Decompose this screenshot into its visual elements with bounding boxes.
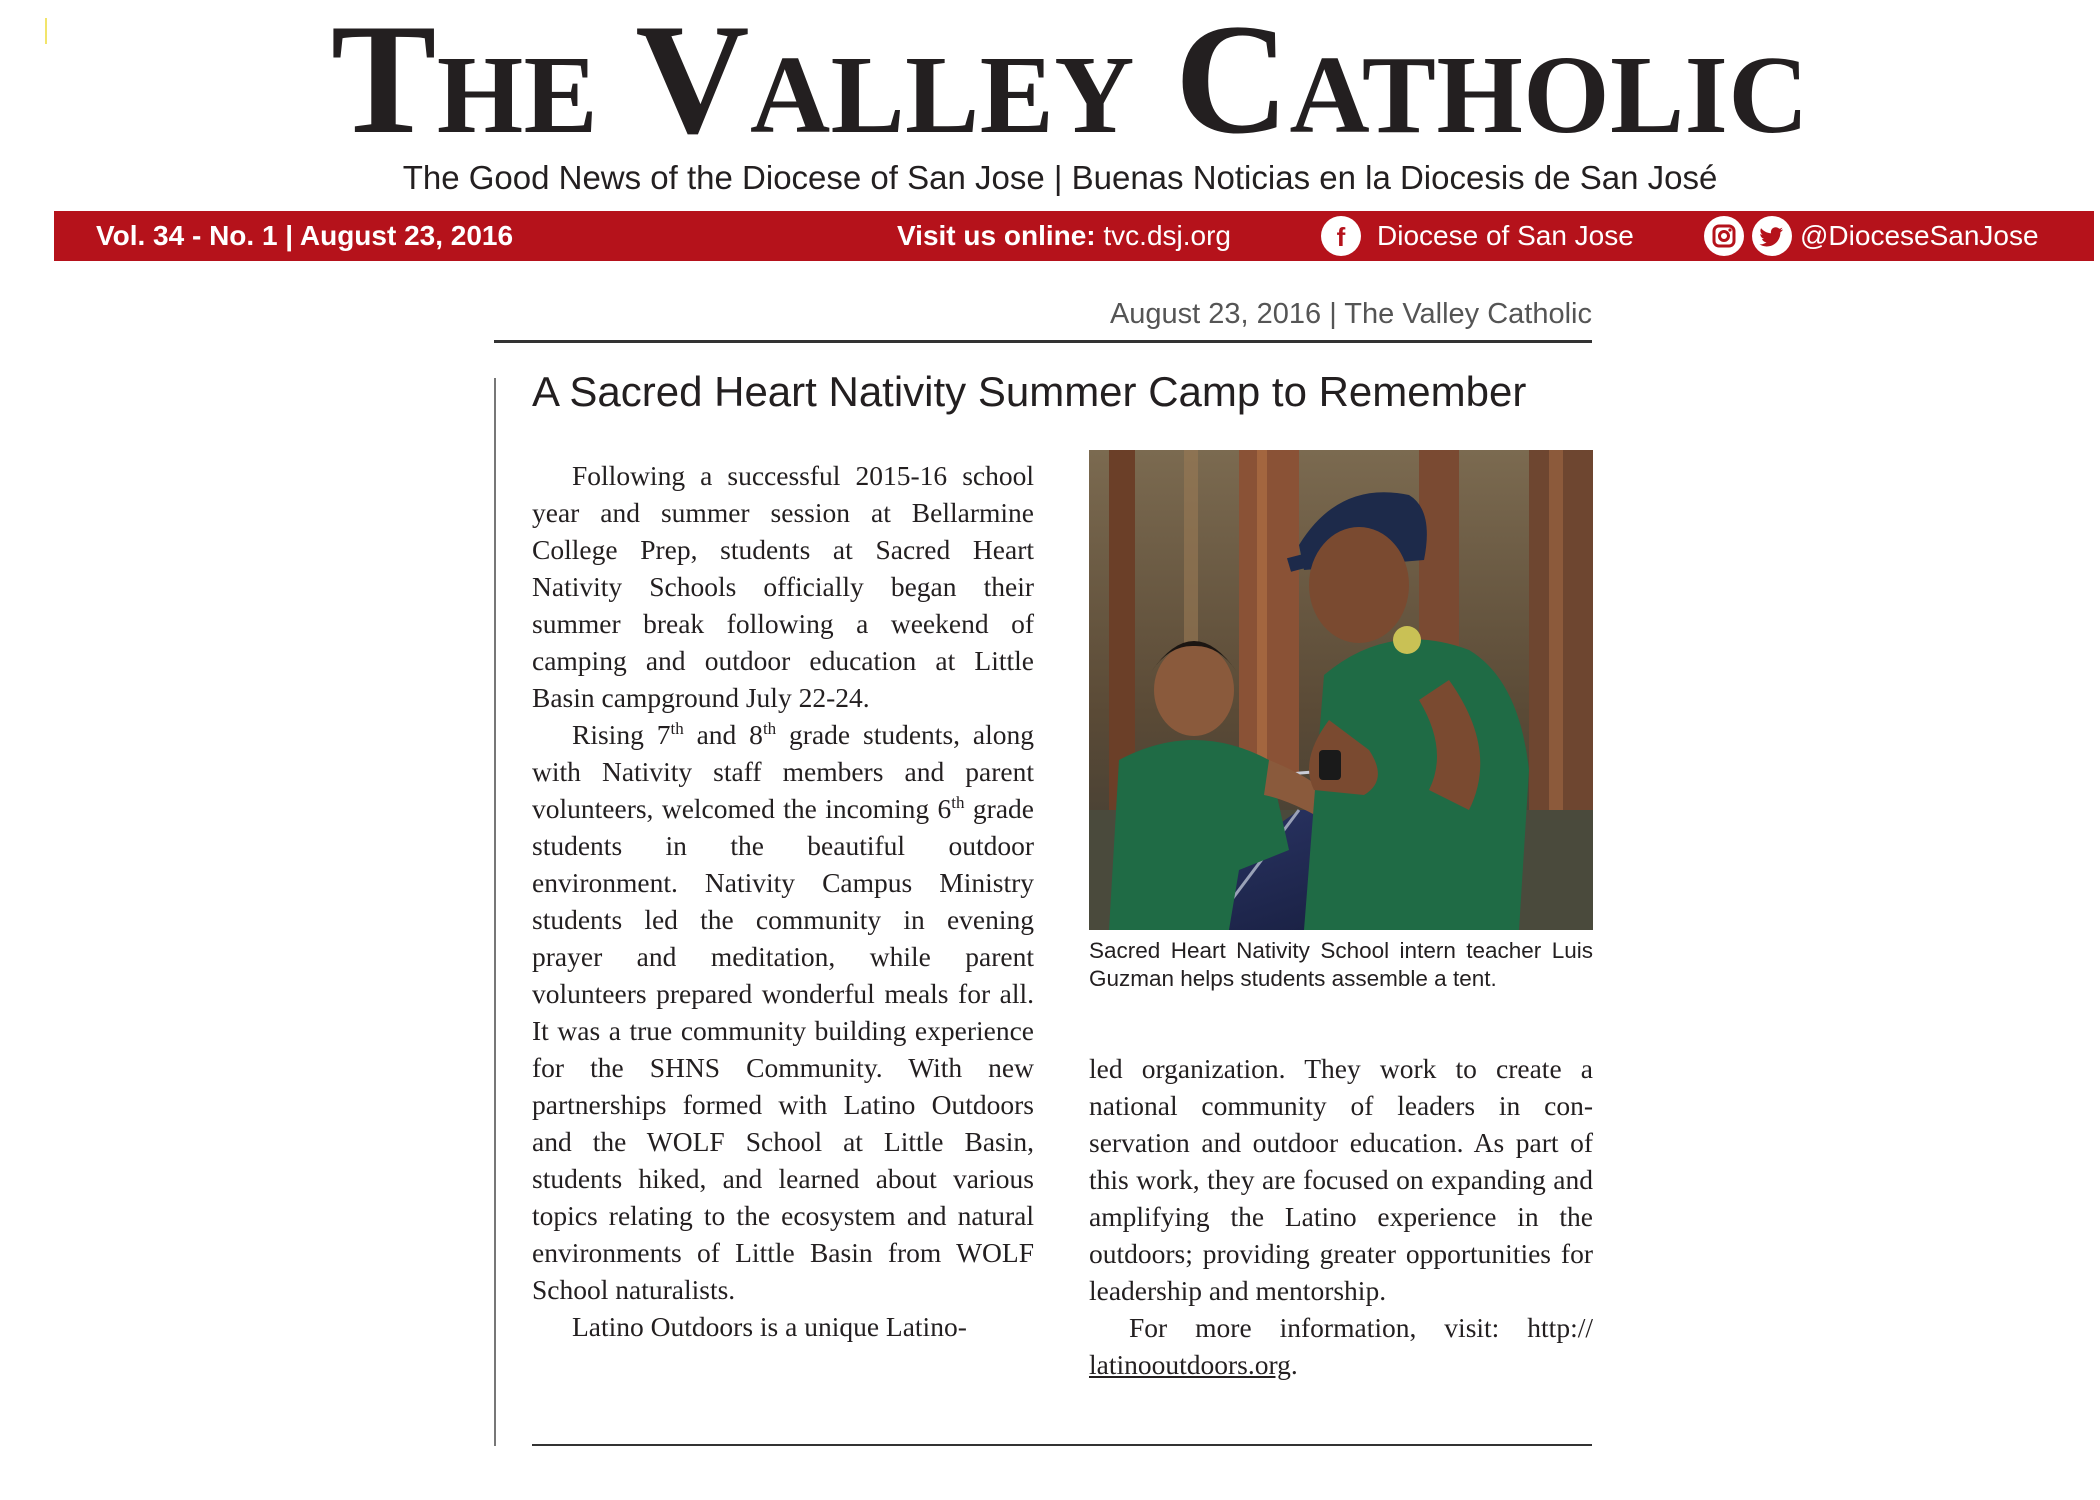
ordinal-suffix: th [670, 718, 684, 738]
divider [494, 340, 1592, 343]
article-photo [1089, 450, 1593, 930]
facebook-label: Diocese of San Jose [1377, 220, 1634, 251]
facebook-link[interactable] [1321, 211, 1634, 261]
ordinal-suffix: th [762, 718, 777, 738]
twitter-icon [1752, 216, 1792, 256]
masthead-title: The Valley Catholic [330, 0, 1810, 167]
website-link[interactable] [897, 211, 1231, 261]
social-handle: @DioceseSanJose [1800, 220, 2039, 251]
p4-period: . [1290, 1349, 1298, 1380]
paragraph-1: Following a successful 2015-16 school year and summer session at Bellarmine College Prep, students at Sacred Heart Nativity Schools officially began their summer break following a weekend of camping and outdoor education at Little Basin campground July 22-24. [532, 460, 1034, 713]
decorative-mark [45, 18, 47, 44]
column-rule [494, 378, 496, 1446]
paragraph-2 [532, 716, 1034, 1308]
p4-text: For more information, visit: http:// [1129, 1312, 1593, 1343]
photo-caption: Sacred Heart Nativity School intern teacher Luis Guzman helps students assemble a tent. [1089, 938, 1593, 991]
masthead-tagline: The Good News of the Diocese of San Jose | Buenas Noticias en la Diocesis de San José [402, 159, 1718, 196]
latino-outdoors-link[interactable]: latinooutdoors.org [1089, 1349, 1291, 1380]
paragraph-3-continued: led organization. They work to create a national community of leaders in conservation and outdoor education. As part of this work, they are focused on expanding and amplifying the Latino experience in the outdoors; providing greater opportunities for leadership and mentorship. [1089, 1053, 1593, 1306]
divider [532, 1444, 1592, 1446]
p2-text-d: grade students in the beautiful outdoor environment. Nativity Campus Ministry students led the community in evening prayer and meditation, while parent volunteers prepared wonderful meals for all. It was a true community building experience for the SHNS Community. With new partnerships formed with Latino Outdoors and the WOLF School at Little Basin, students hiked, and learned about various topics relating to the ecosystem and natural environments of Little Basin from WOLF School naturalists. [532, 793, 1034, 1305]
issue-volume: Vol. 34 - No. 1 | August 23, 2016 [96, 220, 514, 251]
facebook-icon [1321, 216, 1361, 256]
p2-text-b: and 8 [683, 719, 763, 750]
article-column-left [532, 457, 1034, 1345]
social-link[interactable] [1704, 211, 2039, 261]
instagram-icon [1704, 216, 1744, 256]
p2-text-c: grade students, along with Nativity staff members and parent volunteers, welcomed the incoming 6 [532, 719, 1035, 824]
paragraph-4 [1089, 1309, 1593, 1383]
svg-text:f: f [1336, 222, 1346, 252]
website-url: tvc.dsj.org [1103, 220, 1232, 251]
article-column-right [1089, 1050, 1593, 1383]
ordinal-suffix: th [951, 792, 965, 812]
info-bar [54, 211, 2094, 261]
article-headline: A Sacred Heart Nativity Summer Camp to Remember [532, 368, 1527, 415]
dateline: August 23, 2016 | The Valley Catholic [1109, 298, 1592, 330]
paragraph-3-start: Latino Outdoors is a unique Latino- [572, 1311, 967, 1342]
visit-label: Visit us online: [897, 220, 1096, 251]
p2-text-a: Rising 7 [572, 719, 671, 750]
